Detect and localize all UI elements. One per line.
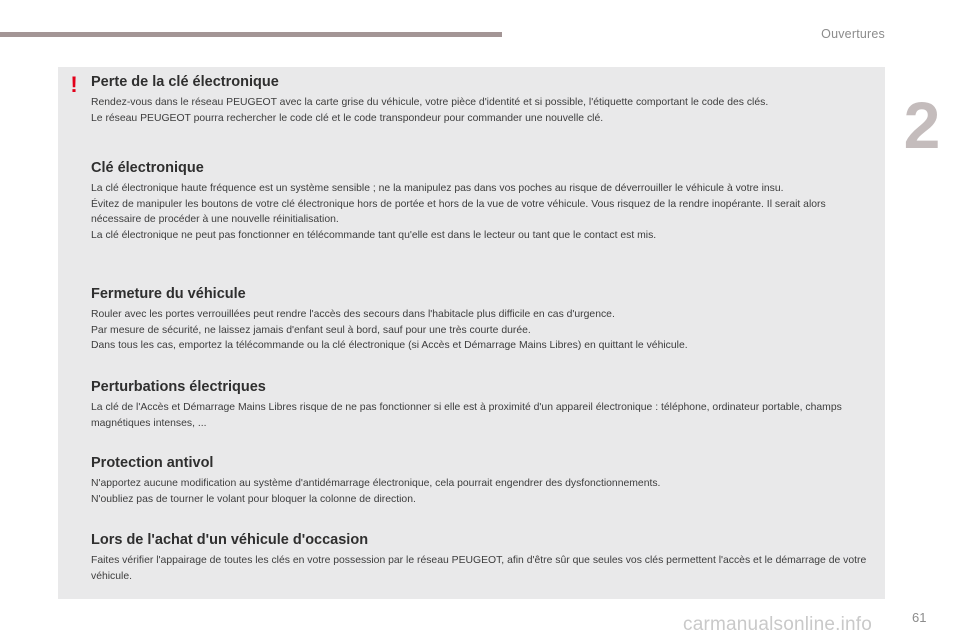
watermark: carmanualsonline.info: [683, 614, 873, 635]
section-heading: Lors de l'achat d'un véhicule d'occasion: [91, 532, 369, 548]
warning-paragraph: Le réseau PEUGEOT pourra rechercher le code clé et le code transpondeur pour commander une nouvelle clé.: [91, 112, 604, 124]
section-vehicle-locking: [91, 285, 877, 354]
section-paragraph: N'apportez aucune modification au système d'antidémarrage électronique, cela pourrait engendrer des dysfonctionnements.: [91, 478, 661, 489]
section-used-vehicle: [91, 531, 877, 584]
section-paragraph: La clé électronique haute fréquence est un système sensible ; ne la manipulez pas dans vos poches au risque de déverrouiller le véhicule à votre insu.: [91, 183, 784, 194]
section-paragraph: N'oubliez pas de tourner le volant pour bloquer la colonne de direction.: [91, 493, 416, 505]
warning-title: Perte de la clé électronique: [91, 74, 279, 90]
section-heading: Perturbations électriques: [91, 379, 266, 395]
section-heading: Fermeture du véhicule: [91, 286, 246, 302]
section-paragraph: Évitez de manipuler les boutons de votre clé électronique hors de portée et hors de la vue de votre véhicule. Vous risquez de la rendre inopérante. Il serait alors nécessaire de procéder à une nouvelle réinitialisation.: [91, 198, 826, 225]
section-paragraph: Dans tous les cas, emportez la télécommande ou la clé électronique (si Accès et Démarrage Mains Libres) en quittant le véhicule.: [91, 340, 688, 351]
warning-block: [91, 73, 877, 126]
section-anti-theft: [91, 454, 877, 507]
chapter-number: 2: [903, 88, 941, 162]
section-heading: Protection antivol: [91, 455, 214, 471]
warning-paragraph: Rendez-vous dans le réseau PEUGEOT avec la carte grise du véhicule, votre pièce d'identité et si possible, l'étiquette comportant le code des clés.: [91, 97, 769, 108]
section-paragraph: Faites vérifier l'appairage de toutes les clés en votre possession par le réseau PEUGEOT, afin d'être sûr que seules vos clés permettent l'accès et le démarrage de votre véhicule.: [91, 555, 867, 582]
header-rule: [0, 32, 502, 37]
section-electronic-key: [91, 159, 877, 243]
exclamation-mark-icon: !: [70, 72, 78, 97]
page-number: 61: [912, 610, 927, 625]
section-paragraph: Par mesure de sécurité, ne laissez jamais d'enfant seul à bord, sauf pour une très courte durée.: [91, 324, 531, 336]
section-electrical-interference: [91, 378, 877, 431]
section-paragraph: La clé de l'Accès et Démarrage Mains Libres risque de ne pas fonctionner si elle est à proximité d'un appareil électronique : téléphone, ordinateur portable, champs magnétiques intenses, ...: [91, 402, 842, 429]
section-title: Ouvertures: [821, 27, 885, 41]
section-paragraph: Rouler avec les portes verrouillées peut rendre l'accès des secours dans l'habitacle plus difficile en cas d'urgence.: [91, 309, 615, 320]
section-paragraph: La clé électronique ne peut pas fonctionner en télécommande tant qu'elle est dans le lecteur ou tant que le contact est mis.: [91, 229, 657, 241]
section-heading: Clé électronique: [91, 160, 204, 176]
